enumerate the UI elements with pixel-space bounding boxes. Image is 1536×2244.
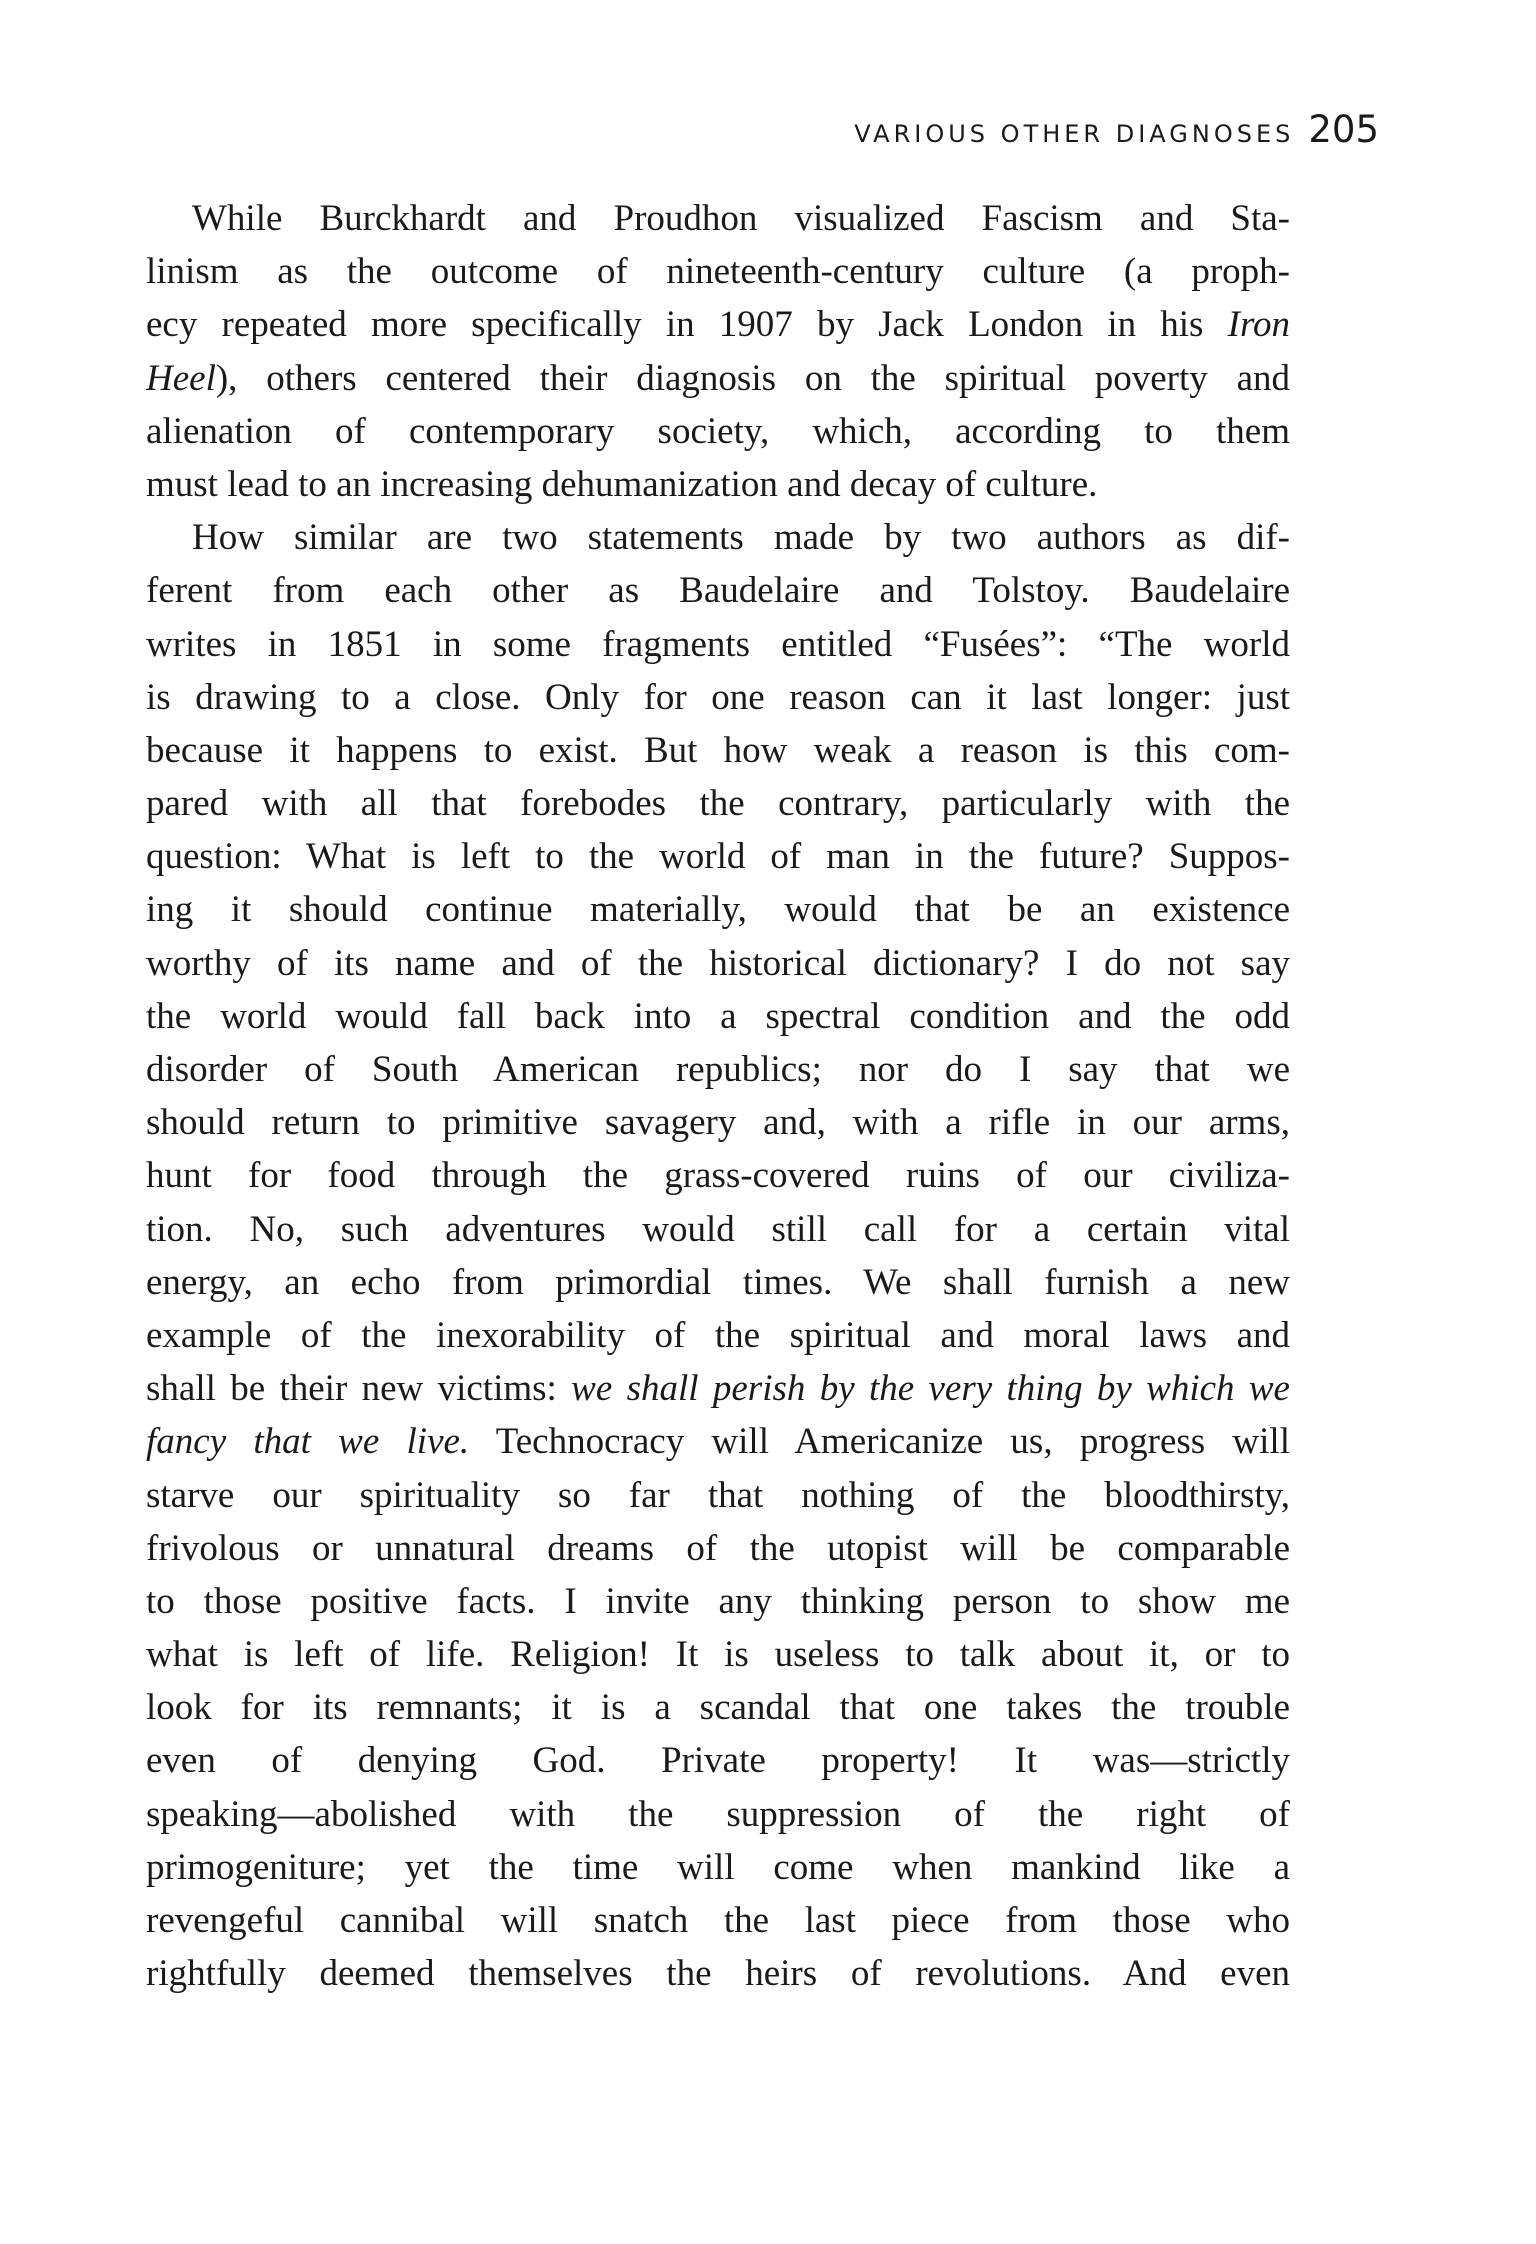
page-number: 205 [1308, 108, 1379, 151]
text-segment: what is left of life. Religion! It is useless to talk about it, or to [146, 1634, 1290, 1676]
text-segment: ecy repeated more specifically in 1907 by Jack London in his [146, 304, 1228, 346]
text-segment: rightfully deemed themselves the heirs of revolutions. And even [146, 1953, 1290, 1995]
italic-text: we shall perish by the very thing by which we [571, 1368, 1290, 1410]
text-line [146, 618, 1290, 671]
italic-text: fancy that we live. [146, 1421, 470, 1463]
text-line [146, 1256, 1290, 1309]
text-segment: speaking—abolished with the suppression of the right of [146, 1793, 1290, 1835]
italic-text: Iron [1227, 304, 1290, 346]
text-segment: worthy of its name and of the historical dictionary? I do not say [146, 942, 1290, 984]
body-text [146, 192, 1290, 2000]
text-line [146, 724, 1290, 777]
text-segment: pared with all that forebodes the contrary, particularly with the [146, 783, 1290, 825]
text-segment: because it happens to exist. But how weak a reason is this com- [146, 729, 1290, 771]
running-header [146, 108, 1379, 156]
text-line [146, 245, 1290, 298]
text-line [146, 1947, 1290, 2000]
italic-text: Heel [146, 357, 216, 399]
text-line [146, 1681, 1290, 1734]
text-segment: frivolous or unnatural dreams of the utopist will be comparable [146, 1527, 1290, 1569]
text-line [146, 883, 1290, 936]
text-line [146, 1841, 1290, 1894]
text-line [146, 1469, 1290, 1522]
text-segment: Technocracy will Americanize us, progress will [469, 1421, 1290, 1463]
text-line [146, 1415, 1290, 1468]
text-line [146, 1362, 1290, 1415]
text-line [146, 937, 1290, 990]
text-segment: primogeniture; yet the time will come when mankind like a [146, 1846, 1290, 1888]
text-line [146, 192, 1290, 245]
text-line [146, 830, 1290, 883]
text-line [146, 458, 1290, 511]
text-segment: revengeful cannibal will snatch the last piece from those who [146, 1900, 1290, 1941]
text-line [146, 671, 1290, 724]
text-segment: the world would fall back into a spectral condition and the odd [146, 995, 1290, 1037]
text-line [146, 352, 1290, 405]
text-segment: to those positive facts. I invite any thinking person to show me [146, 1580, 1290, 1622]
text-segment: starve our spirituality so far that nothing of the bloodthirsty, [146, 1474, 1290, 1516]
text-segment: ferent from each other as Baudelaire and Tolstoy. Baudelaire [146, 570, 1290, 612]
text-segment: alienation of contemporary society, which, according to them [146, 410, 1290, 452]
text-line [146, 1575, 1290, 1628]
text-segment: must lead to an increasing dehumanization and decay of culture. [146, 463, 1098, 505]
text-segment: While Burckhardt and Proudhon visualized Fascism and Sta- [192, 198, 1290, 239]
text-line [146, 1043, 1290, 1096]
text-line [146, 990, 1290, 1043]
text-segment: tion. No, such adventures would still call for a certain vital [146, 1208, 1290, 1250]
text-segment: How similar are two statements made by two authors as dif- [192, 517, 1290, 559]
text-segment: question: What is left to the world of man in the future? Suppos- [146, 836, 1290, 878]
text-line [146, 1734, 1290, 1787]
text-segment: even of denying God. Private property! It was—strictly [146, 1740, 1290, 1782]
paragraph [146, 192, 1290, 511]
text-segment: energy, an echo from primordial times. We shall furnish a new [146, 1261, 1290, 1303]
text-line [146, 405, 1290, 458]
text-segment: ), others centered their diagnosis on the spiritual poverty and [215, 357, 1290, 399]
text-segment: ing it should continue materially, would that be an existence [146, 889, 1290, 931]
text-line [146, 1149, 1290, 1202]
text-line [146, 1203, 1290, 1256]
text-segment: example of the inexorability of the spiritual and moral laws and [146, 1314, 1290, 1356]
text-segment: should return to primitive savagery and, with a rifle in our arms, [146, 1102, 1290, 1144]
text-segment: look for its remnants; it is a scandal that one takes the trouble [146, 1687, 1290, 1729]
text-line [146, 1096, 1290, 1149]
running-title: VARIOUS OTHER DIAGNOSES [854, 120, 1295, 148]
text-segment: is drawing to a close. Only for one reason can it last longer: just [146, 676, 1290, 718]
text-line [146, 1894, 1290, 1947]
text-line [146, 777, 1290, 830]
text-segment: disorder of South American republics; nor do I say that we [146, 1049, 1290, 1090]
text-line [146, 1788, 1290, 1841]
text-segment: shall be their new victims: [146, 1368, 572, 1410]
text-line [146, 1628, 1290, 1681]
text-line [146, 511, 1290, 564]
paragraph [146, 511, 1290, 2000]
text-line [146, 1522, 1290, 1575]
text-line [146, 298, 1290, 351]
text-line [146, 1309, 1290, 1362]
text-segment: writes in 1851 in some fragments entitled “Fusées”: “The world [146, 623, 1290, 665]
text-segment: linism as the outcome of nineteenth-century culture (a proph- [146, 251, 1290, 293]
text-segment: hunt for food through the grass-covered ruins of our civiliza- [146, 1155, 1290, 1197]
text-line [146, 564, 1290, 617]
